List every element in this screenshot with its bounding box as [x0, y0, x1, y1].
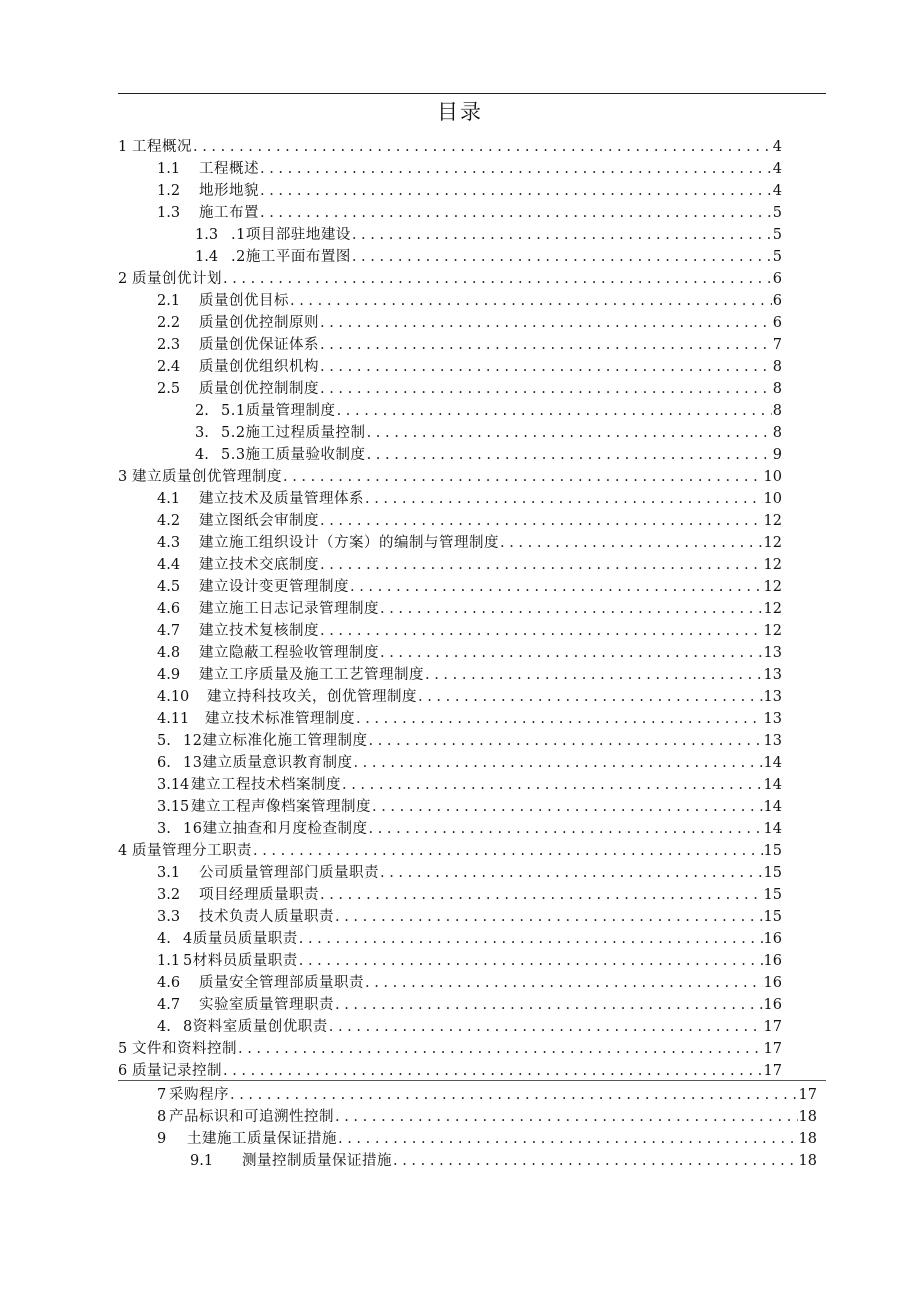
- toc-leader: [260, 202, 772, 224]
- toc-entry-title: 建立施工日志记录管理制度: [199, 601, 379, 617]
- toc-entry[interactable]: [157, 356, 782, 378]
- toc-leader: [418, 686, 763, 708]
- toc-entry-number: 6.: [157, 755, 171, 771]
- toc-entry-number: 4.3: [157, 535, 181, 551]
- toc-entry-title: 建立工程技术档案制度: [191, 777, 341, 793]
- toc-entry-page: 17: [763, 1063, 782, 1079]
- toc-entry-title: 5.2施工过程质量控制: [221, 425, 366, 441]
- toc-entry-title: 建立质量创优管理制度: [132, 469, 282, 485]
- toc-entry-number: 9.1: [190, 1153, 214, 1169]
- toc-entry-title: 土建施工质量保证措施: [187, 1131, 337, 1147]
- toc-entry-page: 18: [798, 1153, 817, 1169]
- toc-leader: [352, 224, 772, 246]
- toc-entry[interactable]: [195, 224, 782, 246]
- toc-entry-page: 9: [772, 447, 782, 463]
- toc-leader: [230, 1084, 798, 1106]
- toc-entry[interactable]: [157, 862, 782, 884]
- toc-entry-number: 4.9: [157, 667, 181, 683]
- toc-entry-title: 地形地貌: [199, 183, 259, 199]
- toc-entry-page: 5: [772, 249, 782, 265]
- toc-entry-page: 5: [772, 205, 782, 221]
- toc-entry[interactable]: [157, 598, 782, 620]
- toc-entry[interactable]: [157, 884, 782, 906]
- toc-entry-page: 17: [798, 1087, 817, 1103]
- toc-entry[interactable]: [157, 730, 782, 752]
- toc-entry-page: 10: [763, 469, 782, 485]
- toc-entry-number: 5.: [157, 733, 171, 749]
- toc-entry[interactable]: [157, 1106, 817, 1128]
- toc-leader: [238, 1038, 763, 1060]
- toc-entry-page: 15: [763, 865, 782, 881]
- toc-entry[interactable]: [157, 554, 782, 576]
- toc-entry[interactable]: [157, 334, 782, 356]
- toc-leader: [342, 774, 763, 796]
- toc-entry-title: 建立工序质量及施工工艺管理制度: [199, 667, 424, 683]
- toc-entry-page: 18: [798, 1131, 817, 1147]
- toc-entry-page: 14: [763, 821, 782, 837]
- toc-entry-page: 13: [763, 733, 782, 749]
- toc-leader: [320, 510, 763, 532]
- toc-entry[interactable]: [157, 752, 782, 774]
- toc-entry-title: 公司质量管理部门质量职责: [199, 865, 379, 881]
- toc-entry-page: 4: [772, 139, 782, 155]
- toc-entry[interactable]: [157, 1128, 817, 1150]
- toc-entry-number: 2.5: [157, 381, 181, 397]
- toc-entry-number: 3.15: [157, 799, 190, 815]
- toc-entry-title: 测量控制质量保证措施: [242, 1153, 392, 1169]
- toc-entry-number: 4: [118, 843, 128, 859]
- toc-leader: [367, 422, 772, 444]
- toc-entry-title: 5.3施工质量验收制度: [221, 447, 366, 463]
- toc-leader: [335, 1106, 798, 1128]
- toc-leader: [380, 598, 763, 620]
- toc-entry-number: 2.2: [157, 315, 181, 331]
- toc-entry-number: 2: [118, 271, 128, 287]
- toc-leader: [320, 356, 772, 378]
- toc-entry-number: 3.: [157, 821, 171, 837]
- toc-entry-page: 5: [772, 227, 782, 243]
- toc-entry[interactable]: [157, 312, 782, 334]
- toc-leader: [338, 1128, 798, 1150]
- toc-entry-page: 13: [763, 667, 782, 683]
- toc-entry-title: 工程概述: [199, 161, 259, 177]
- toc-entry[interactable]: [118, 1060, 782, 1082]
- toc-entry-title: 建立设计变更管理制度: [199, 579, 349, 595]
- toc-entry-title: 施工布置: [199, 205, 259, 221]
- toc-leader: [365, 488, 763, 510]
- toc-entry[interactable]: [157, 796, 782, 818]
- toc-leader: [193, 136, 772, 158]
- toc-entry-number: 4.: [157, 931, 171, 947]
- toc-entry-title: 8资料室质量创优职责: [183, 1019, 328, 1035]
- toc-entry-page: 12: [763, 601, 782, 617]
- toc-leader: [350, 576, 763, 598]
- toc-leader: [335, 906, 763, 928]
- toc-entry-number: 1.1: [157, 161, 181, 177]
- toc-entry-page: 14: [763, 755, 782, 771]
- toc-entry-page: 17: [763, 1041, 782, 1057]
- toc-entry-page: 8: [772, 381, 782, 397]
- toc-entry[interactable]: [118, 840, 782, 862]
- toc-entry-page: 12: [763, 579, 782, 595]
- toc-entry[interactable]: [157, 510, 782, 532]
- toc-entry-title: .1项目部驻地建设: [231, 227, 351, 243]
- toc-leader: [299, 928, 763, 950]
- toc-entry[interactable]: [157, 488, 782, 510]
- toc-entry-page: 17: [763, 1019, 782, 1035]
- toc-entry-number: 4.7: [157, 623, 181, 639]
- toc-entry-page: 16: [763, 931, 782, 947]
- toc-entry[interactable]: [157, 290, 782, 312]
- toc-entry-number: 1.1: [157, 953, 181, 969]
- toc-entry[interactable]: [157, 180, 782, 202]
- page-title: 目录: [437, 100, 483, 124]
- toc-entry-page: 15: [763, 843, 782, 859]
- toc-leader: [260, 180, 772, 202]
- toc-leader: [299, 950, 763, 972]
- toc-entry-title: 建立技术标准管理制度: [205, 711, 355, 727]
- toc-leader: [365, 972, 763, 994]
- toc-entry-page: 13: [763, 645, 782, 661]
- toc-entry-title: 质量创优保证体系: [199, 337, 319, 353]
- toc-entry-number: 3.3: [157, 909, 181, 925]
- toc-entry[interactable]: [157, 664, 782, 686]
- toc-leader: [320, 312, 772, 334]
- toc-leader: [320, 334, 772, 356]
- toc-entry[interactable]: [157, 620, 782, 642]
- toc-entry-page: 6: [772, 271, 782, 287]
- toc-entry-number: 1.3: [195, 227, 219, 243]
- toc-entry-page: 12: [763, 535, 782, 551]
- toc-entry-number: 1.4: [195, 249, 219, 265]
- toc-entry-page: 10: [763, 491, 782, 507]
- toc-leader: [253, 840, 763, 862]
- toc-entry-title: 12建立标准化施工管理制度: [183, 733, 368, 749]
- toc-entry-title: 16建立抽查和月度检查制度: [183, 821, 368, 837]
- toc-entry[interactable]: [157, 818, 782, 840]
- toc-entry[interactable]: [157, 928, 782, 950]
- toc-entry-page: 15: [763, 909, 782, 925]
- toc-entry-title: 建立图纸会审制度: [199, 513, 319, 529]
- toc-entry-title: 建立技术及质量管理体系: [199, 491, 364, 507]
- toc-entry[interactable]: [195, 422, 782, 444]
- toc-entry-number: 4.2: [157, 513, 181, 529]
- toc-entry-number: 3.: [195, 425, 209, 441]
- toc-entry[interactable]: [157, 972, 782, 994]
- toc-entry[interactable]: [157, 576, 782, 598]
- toc-entry-title: 质量创优计划: [132, 271, 222, 287]
- toc-entry-title: 质量安全管理部质量职责: [199, 975, 364, 991]
- toc-entry[interactable]: [195, 400, 782, 422]
- toc-entry-page: 16: [763, 975, 782, 991]
- toc-entry-title: 项目经理质量职责: [199, 887, 319, 903]
- toc-entry[interactable]: [190, 1150, 817, 1172]
- toc-leader: [320, 378, 772, 400]
- toc-entry[interactable]: [118, 1038, 782, 1060]
- toc-entry-title: 技术负责人质量职责: [199, 909, 334, 925]
- toc-entry-page: 12: [763, 557, 782, 573]
- toc-entry[interactable]: [157, 906, 782, 928]
- toc-entry-title: 质量创优组织机构: [199, 359, 319, 375]
- toc-leader: [329, 1016, 763, 1038]
- toc-entry-title: 4质量员质量职责: [183, 931, 298, 947]
- toc-entry-page: 8: [772, 359, 782, 375]
- toc-entry-title: 5.1质量管理制度: [221, 403, 336, 419]
- toc-entry-number: 4.6: [157, 975, 181, 991]
- toc-entry-number: 4.4: [157, 557, 181, 573]
- toc-leader: [425, 664, 763, 686]
- toc-leader: [290, 290, 772, 312]
- toc-entry-number: 5: [118, 1041, 128, 1057]
- toc-entry[interactable]: [157, 686, 782, 708]
- toc-entry-number: 2.: [195, 403, 209, 419]
- toc-entry-page: 15: [763, 887, 782, 903]
- toc-entry-number: 1: [118, 139, 128, 155]
- toc-leader: [352, 246, 772, 268]
- toc-entry-number: 9: [157, 1131, 167, 1147]
- toc-entry-page: 6: [772, 315, 782, 331]
- toc-entry-number: 8: [157, 1109, 167, 1125]
- toc-entry-page: 4: [772, 161, 782, 177]
- toc-entry-title: 5材料员质量职责: [183, 953, 298, 969]
- toc-entry-page: 8: [772, 425, 782, 441]
- toc-entry-number: 3: [118, 469, 128, 485]
- toc-entry-title: 质量管理分工职责: [132, 843, 252, 859]
- toc-entry[interactable]: [157, 708, 782, 730]
- toc-entry[interactable]: [118, 268, 782, 290]
- toc-entry-title: 文件和资料控制: [132, 1041, 237, 1057]
- toc-entry[interactable]: [157, 202, 782, 224]
- toc-entry-number: 3.1: [157, 865, 181, 881]
- toc-entry-title: 质量创优控制原则: [199, 315, 319, 331]
- toc-entry-number: 4.: [157, 1019, 171, 1035]
- toc-entry-page: 8: [772, 403, 782, 419]
- toc-entry-number: 4.8: [157, 645, 181, 661]
- toc-entry[interactable]: [118, 466, 782, 488]
- toc-entry-number: 3.2: [157, 887, 181, 903]
- toc-entry-page: 6: [772, 293, 782, 309]
- toc-entry-title: 工程概况: [132, 139, 192, 155]
- section-divider: [118, 1080, 826, 1081]
- toc-leader: [372, 796, 763, 818]
- toc-entry-number: 7: [157, 1087, 167, 1103]
- toc-entry-page: 13: [763, 711, 782, 727]
- toc-entry[interactable]: [195, 246, 782, 268]
- toc-entry-page: 16: [763, 953, 782, 969]
- toc-leader: [320, 620, 763, 642]
- toc-entry-page: 18: [798, 1109, 817, 1125]
- toc-entry-number: 4.1: [157, 491, 181, 507]
- toc-entry-page: 4: [772, 183, 782, 199]
- toc-leader: [223, 1060, 763, 1082]
- toc-entry[interactable]: [157, 378, 782, 400]
- toc-leader: [380, 862, 763, 884]
- toc-entry-page: 14: [763, 777, 782, 793]
- toc-entry-title: 产品标识和可追溯性控制: [169, 1109, 334, 1125]
- toc-entry-page: 13: [763, 689, 782, 705]
- toc-entry-title: 采购程序: [169, 1087, 229, 1103]
- toc-entry-number: 3.14: [157, 777, 190, 793]
- toc-entry[interactable]: [157, 158, 782, 180]
- toc-entry-title: 建立技术复核制度: [199, 623, 319, 639]
- toc-entry[interactable]: [157, 950, 782, 972]
- toc-entry[interactable]: [157, 1016, 782, 1038]
- toc-entry-title: .2施工平面布置图: [231, 249, 351, 265]
- toc-leader: [368, 730, 762, 752]
- toc-entry-title: 实验室质量管理职责: [199, 997, 334, 1013]
- toc-entry[interactable]: [157, 532, 782, 554]
- toc-entry-title: 建立施工组织设计（方案）的编制与管理制度: [199, 535, 499, 551]
- toc-entry-number: 4.5: [157, 579, 181, 595]
- toc-entry-title: 建立工程声像档案管理制度: [191, 799, 371, 815]
- toc-entry-title: 质量记录控制: [132, 1063, 222, 1079]
- toc-leader: [353, 752, 762, 774]
- toc-entry-title: 建立技术交底制度: [199, 557, 319, 573]
- toc-entry-number: 2.1: [157, 293, 181, 309]
- toc-entry-title: 13建立质量意识教育制度: [183, 755, 353, 771]
- toc-entry-page: 16: [763, 997, 782, 1013]
- toc-entry[interactable]: [157, 774, 782, 796]
- toc-entry-number: 4.10: [157, 689, 190, 705]
- toc-entry-number: 2.4: [157, 359, 181, 375]
- toc-entry-number: 1.3: [157, 205, 181, 221]
- toc-entry-title: 建立持科技攻关，创优管理制度: [207, 689, 417, 705]
- toc-leader: [283, 466, 763, 488]
- toc-leader: [368, 818, 762, 840]
- toc-entry[interactable]: [157, 994, 782, 1016]
- toc-leader: [320, 554, 763, 576]
- toc-entry-number: 4.: [195, 447, 209, 463]
- toc-entry-page: 7: [772, 337, 782, 353]
- toc-leader: [393, 1150, 798, 1172]
- toc-entry-title: 质量创优控制制度: [199, 381, 319, 397]
- toc-entry-page: 12: [763, 513, 782, 529]
- toc-leader: [367, 444, 772, 466]
- toc-entry-number: 2.3: [157, 337, 181, 353]
- toc-entry-page: 12: [763, 623, 782, 639]
- toc-leader: [223, 268, 772, 290]
- toc-entry[interactable]: [195, 444, 782, 466]
- toc-entry-number: 1.2: [157, 183, 181, 199]
- toc-leader: [500, 532, 763, 554]
- toc-entry-number: 4.11: [157, 711, 190, 727]
- toc-entry-number: 6: [118, 1063, 128, 1079]
- toc-leader: [335, 994, 763, 1016]
- toc-leader: [337, 400, 772, 422]
- toc-entry-title: 建立隐蔽工程验收管理制度: [199, 645, 379, 661]
- toc-entry-page: 14: [763, 799, 782, 815]
- toc-leader: [380, 642, 763, 664]
- toc-entry[interactable]: [118, 136, 782, 158]
- toc-entry-number: 4.6: [157, 601, 181, 617]
- toc-entry-title: 质量创优目标: [199, 293, 289, 309]
- toc-entry-number: 4.7: [157, 997, 181, 1013]
- toc-leader: [320, 884, 763, 906]
- toc-leader: [356, 708, 763, 730]
- toc-entry[interactable]: [157, 1084, 817, 1106]
- toc-leader: [260, 158, 772, 180]
- toc-entry[interactable]: [157, 642, 782, 664]
